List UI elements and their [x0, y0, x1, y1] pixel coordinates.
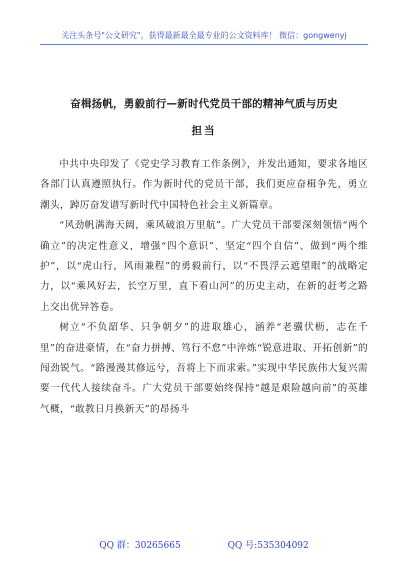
document-subtitle: 担当 [191, 125, 217, 137]
document-body [40, 155, 368, 420]
footer-contact [40, 538, 368, 551]
paragraph-3: 树立“不负韶华、只争朝夕”的进取雄心，涵养“老骥伏枥，志在千里”的奋进豪情，在“奋力拼搏、笃行不怠”中淬炼“锐意进取、开拓创新”的闯劲锐气。“路漫漫其修远兮，吾将上下而求索。”实现中华民族伟大复兴需要一代代人接续奋斗。广大党员干部要始终保持“越是艰险越向前”的英雄气概，“敢教日月换新天”的昂扬斗 [40, 322, 368, 415]
paragraph-2: “风劲帆满海天阔，乘风破浪万里航”。广大党员干部要深刻领悟“两个确立”的决定性意义，增强“四个意识”、坚定“四个自信”、做到“两个维护”，以“虎山行，风雨兼程”的勇毅前行，以“不畏浮云遮望眼”的战略定力，以“乘风好去，长空万里，直下看山河”的历史主动，在新的赶考之路上交出优异答卷。 [40, 220, 368, 313]
paragraph-1: 中共中央印发了《党史学习教育工作条例》，并发出通知，要求各地区各部门认真遵照执行。作为新时代的党员干部，我们更应奋楫争先，勇立潮头，踔厉奋发谱写新时代中国特色社会主义新篇章。 [40, 159, 368, 211]
header-banner [40, 0, 368, 41]
header-divider [40, 44, 368, 45]
footer-qq-group: QQ 群：30265665 [99, 541, 181, 551]
document-title: 奋楫扬帆，勇毅前行—新时代党员干部的精神气质与历史 [70, 98, 338, 110]
header-banner-text: 关注头条号"公文研究"，获得最新最全最专业的公文资料库！ 微信：gongwenyj [61, 31, 347, 40]
footer-qq-number: QQ 号:535304092 [227, 541, 309, 551]
